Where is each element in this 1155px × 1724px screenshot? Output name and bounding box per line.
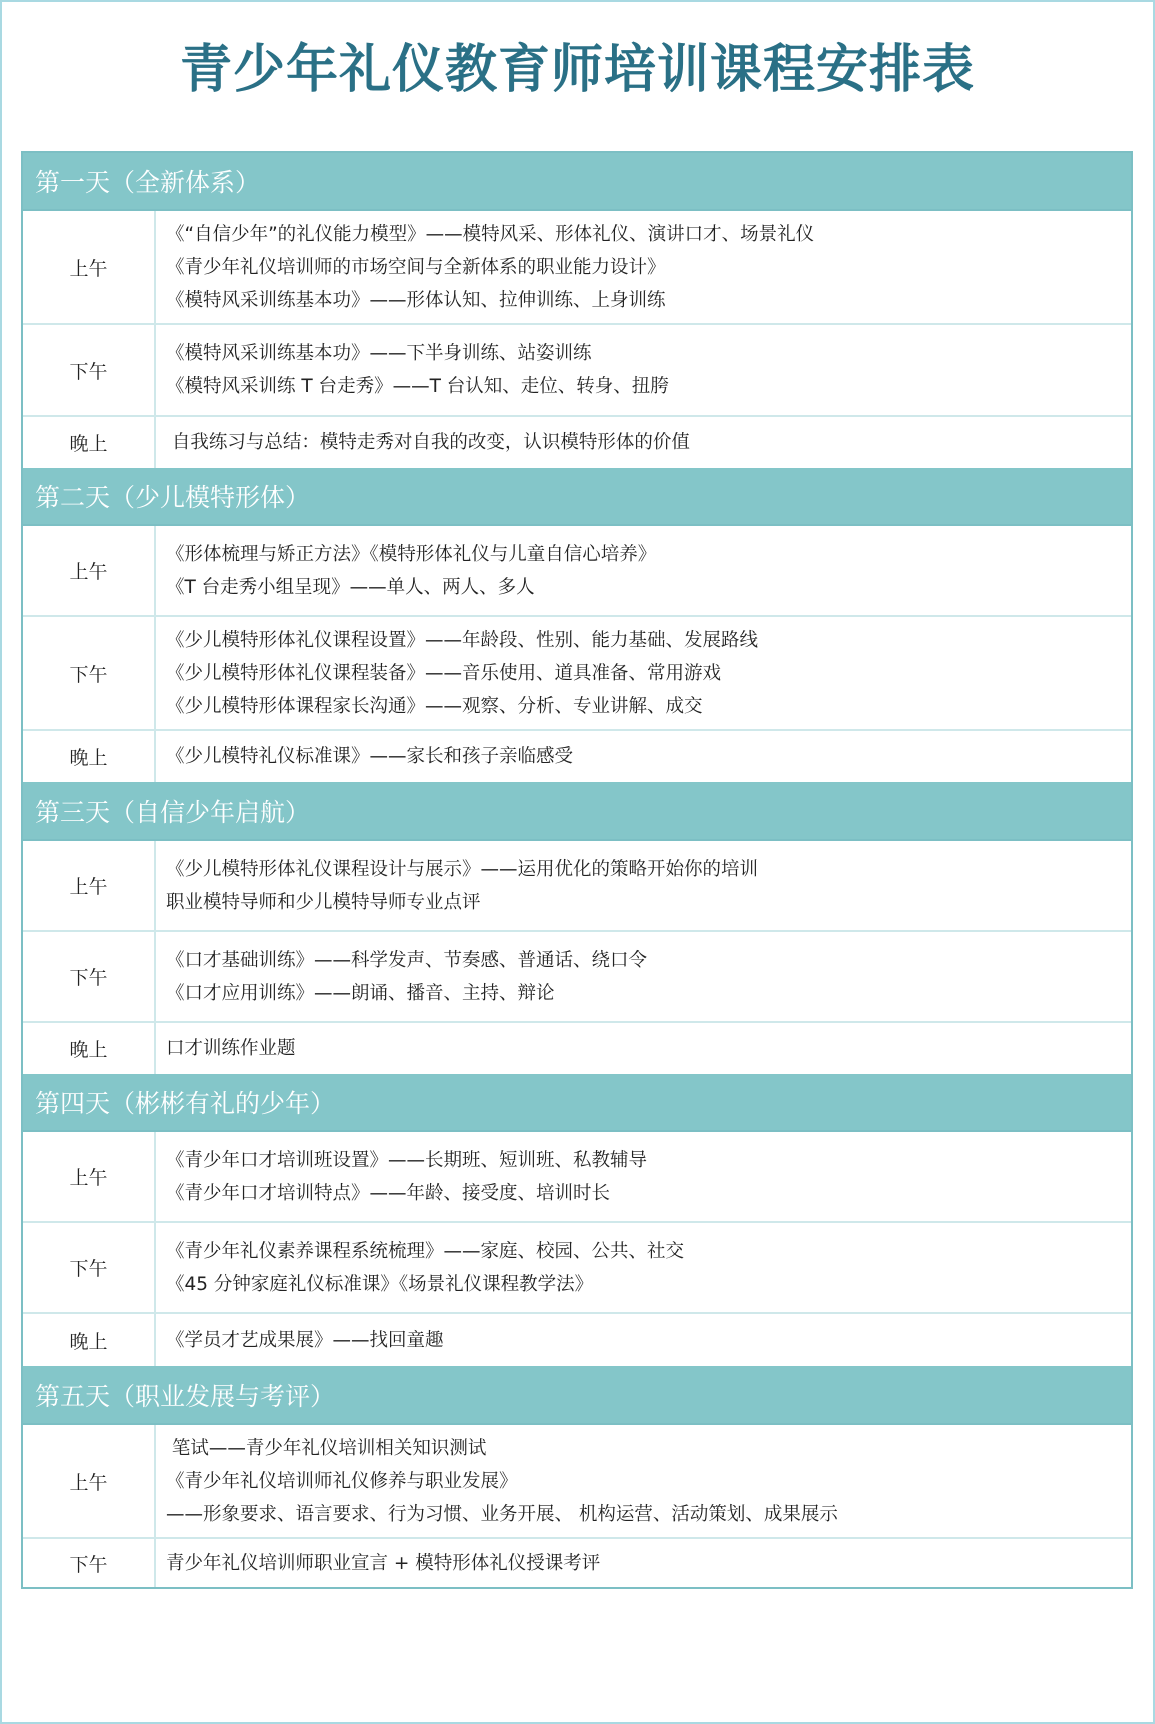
period-label: 下午 [23, 932, 156, 1021]
period-label: 晚上 [23, 417, 156, 468]
day-header: 第一天（全新体系） [23, 153, 1131, 211]
day-header: 第四天（彬彬有礼的少年） [23, 1074, 1131, 1132]
session-row [23, 1023, 1131, 1074]
session-line: 《少儿模特形体礼仪课程装备》——音乐使用、道具准备、常用游戏 [166, 662, 722, 684]
session-row [23, 1132, 1131, 1223]
session-row [23, 526, 1131, 617]
period-label: 下午 [23, 617, 156, 729]
session-line: 《模特风采训练基本功》——形体认知、拉伸训练、上身训练 [166, 289, 666, 311]
session-line: 《青少年口才培训班设置》——长期班、短训班、私教辅导 [166, 1149, 648, 1171]
session-line: 《口才应用训练》——朗诵、播音、主持、辩论 [166, 982, 555, 1004]
session-row [23, 1425, 1131, 1539]
period-label: 下午 [23, 1539, 156, 1587]
session-line: 《口才基础训练》——科学发声、节奏感、普通话、绕口令 [166, 949, 648, 971]
session-line: 《少儿模特形体礼仪课程设计与展示》——运用优化的策略开始你的培训 [166, 858, 759, 880]
period-label: 晚上 [23, 1023, 156, 1074]
period-label: 上午 [23, 1132, 156, 1221]
session-line: 《少儿模特形体礼仪课程设置》——年龄段、性别、能力基础、发展路线 [166, 629, 759, 651]
session-content [156, 325, 1131, 415]
session-line: 笔试——青少年礼仪培训相关知识测试 [166, 1437, 487, 1459]
period-label: 上午 [23, 1425, 156, 1537]
session-content [156, 526, 1131, 615]
session-content [156, 1023, 1131, 1074]
session-line: 口才训练作业题 [166, 1038, 296, 1059]
session-line: ——形象要求、语言要求、行为习惯、业务开展、 机构运营、活动策划、成果展示 [166, 1503, 838, 1525]
session-row [23, 932, 1131, 1023]
session-row [23, 731, 1131, 782]
session-line: 自我练习与总结：模特走秀对自我的改变，认识模特形体的价值 [166, 432, 690, 453]
session-line: 《模特风采训练基本功》——下半身训练、站姿训练 [166, 343, 592, 364]
session-row [23, 1223, 1131, 1314]
session-content [156, 1314, 1131, 1366]
session-line: 职业模特导师和少儿模特导师专业点评 [166, 891, 481, 913]
period-label: 晚上 [23, 1314, 156, 1366]
schedule-table [21, 151, 1133, 1589]
session-content [156, 1223, 1131, 1312]
session-line: 《“自信少年”的礼仪能力模型》——模特风采、形体礼仪、演讲口才、场景礼仪 [166, 223, 815, 245]
page-title: 青少年礼仪教育师培训课程安排表 [179, 40, 975, 100]
session-content [156, 731, 1131, 782]
day-header: 第三天（自信少年启航） [23, 782, 1131, 841]
session-row [23, 1539, 1131, 1587]
session-row [23, 1314, 1131, 1366]
session-line: 《少儿模特礼仪标准课》——家长和孩子亲临感受 [166, 746, 574, 767]
day-header: 第二天（少儿模特形体） [23, 468, 1131, 526]
session-content [156, 417, 1131, 468]
session-line: 《T 台走秀小组呈现》——单人、两人、多人 [166, 576, 535, 598]
session-row [23, 417, 1131, 468]
period-label: 晚上 [23, 731, 156, 782]
period-label: 下午 [23, 325, 156, 415]
day-header: 第五天（职业发展与考评） [23, 1366, 1131, 1425]
session-line: 《学员才艺成果展》——找回童趣 [166, 1329, 444, 1351]
session-content [156, 1132, 1131, 1221]
period-label: 上午 [23, 841, 156, 930]
session-line: 《模特风采训练 T 台走秀》——T 台认知、走位、转身、扭胯 [166, 376, 669, 397]
session-content [156, 211, 1131, 323]
session-content [156, 841, 1131, 930]
session-line: 《45 分钟家庭礼仪标准课》《场景礼仪课程教学法》 [166, 1273, 594, 1295]
period-label: 上午 [23, 211, 156, 323]
period-label: 下午 [23, 1223, 156, 1312]
session-content [156, 617, 1131, 729]
session-content [156, 1539, 1131, 1587]
session-line: 《青少年口才培训特点》——年龄、接受度、培训时长 [166, 1182, 611, 1204]
session-line: 《青少年礼仪培训师礼仪修养与职业发展》 [166, 1470, 518, 1492]
session-line: 《青少年礼仪素养课程系统梳理》——家庭、校园、公共、社交 [166, 1240, 685, 1262]
session-row [23, 211, 1131, 325]
session-line: 青少年礼仪培训师职业宣言 + 模特形体礼仪授课考评 [166, 1552, 601, 1574]
session-row [23, 841, 1131, 932]
session-row [23, 617, 1131, 731]
session-row [23, 325, 1131, 417]
session-content [156, 1425, 1131, 1537]
session-content [156, 932, 1131, 1021]
period-label: 上午 [23, 526, 156, 615]
session-line: 《青少年礼仪培训师的市场空间与全新体系的职业能力设计》 [166, 256, 666, 278]
session-line: 《少儿模特形体课程家长沟通》——观察、分析、专业讲解、成交 [166, 695, 703, 717]
session-line: 《形体梳理与矫正方法》《模特形体礼仪与儿童自信心培养》 [166, 543, 657, 565]
